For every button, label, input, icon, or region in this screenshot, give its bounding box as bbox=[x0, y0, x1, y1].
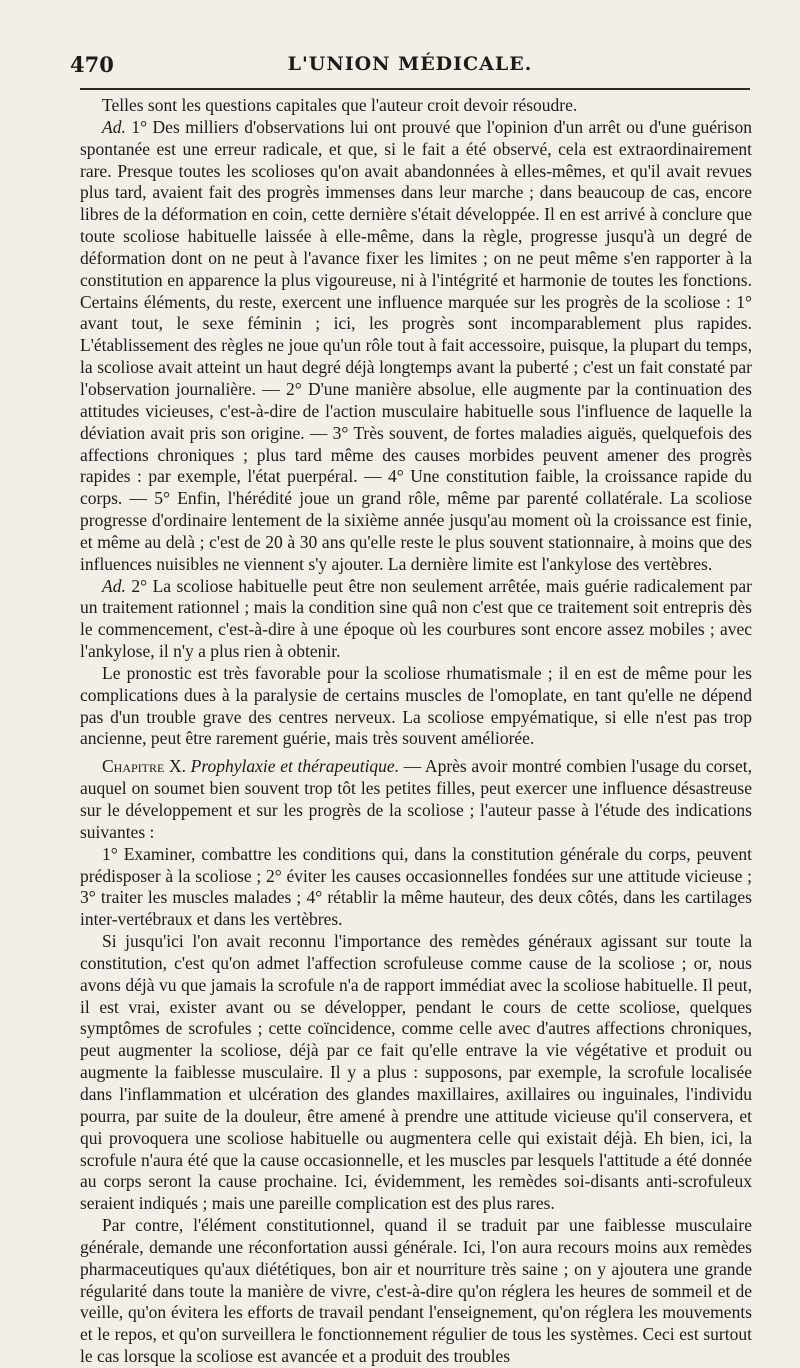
chapter-title: Prophylaxie et thérapeutique. bbox=[186, 756, 400, 777]
paragraph-text: Telles sont les questions capitales que l'auteur croit devoir résoudre. bbox=[102, 95, 578, 115]
article-body bbox=[80, 95, 752, 1368]
paragraph-text: Si jusqu'ici l'on avait reconnu l'importance des remèdes généraux agissant sur toute la constitution, c'est qu'on admet l'affection scrofuleuse comme cause de la scoliose ; or, nous avons déjà vu que jamais la scrofule n'a de rapport immédiat avec la scoliose habituelle. Il peut, il est vrai, exister avant ou se développer, pendant le cours de cette scoliose, quelques symptômes de scrofules ; cette coïncidence, comme celle avec d'autres affections chroniques, peut augmenter la scoliose, déjà par ce fait qu'elle entrave la vie végétative et produit ou augmente la faiblesse musculaire. Il y a plus : supposons, par exemple, la scrofule localisée dans l'inflammation et ulcération des glandes maxillaires, axillaires ou inguinales, l'individu pourra, par suite de la douleur, être amené à prendre une attitude vicieuse qu'il conservera, et qui provoquera une scoliose habituelle ou augmentera celle qui existait déjà. Eh bien, ici, la scrofule n'aura été que la cause occasionnelle, et les muscles par lesquels l'attitude a été donnée au corps seront la cause prochaine. Ici, évidemment, les remèdes soi-disants anti-scrofuleux seraient indiqués ; mais une pareille complication est des plus rares. bbox=[80, 931, 752, 1214]
paragraph bbox=[80, 576, 752, 663]
paragraph bbox=[80, 1215, 752, 1368]
running-header bbox=[70, 50, 750, 80]
journal-title: L'UNION MÉDICALE. bbox=[287, 53, 533, 75]
paragraph bbox=[80, 117, 752, 576]
paragraph-text: 2° La scoliose habituelle peut être non seulement arrêtée, mais guérie radicalement par un traitement rationnel ; mais la condition sine quâ non c'est que ce traitement soit entrepris dès le commencement, c'est-à-dire à une époque où les courbures sont encore assez mobiles ; avec l'ankylose, il n'y a plus rien à obtenir. bbox=[80, 575, 752, 662]
paragraph-text: 1° Examiner, combattre les conditions qui, dans la constitution générale du corps, peuvent prédisposer à la scoliose ; 2° éviter les causes occasionnelles fondées sur une attitude vicieuse ; 3° traiter les muscles malades ; 4° rétablir la même hauteur, des deux côtés, dans les cartilages inter-vertébraux et dans les vertèbres. bbox=[80, 843, 752, 930]
header-rule bbox=[80, 88, 750, 90]
paragraph-lead: Ad. bbox=[102, 116, 126, 137]
page-number: 470 bbox=[70, 52, 114, 77]
paragraph-text: 1° Des milliers d'observations lui ont prouvé que l'opinion d'un arrêt ou d'une guérison spontanée est une erreur radicale, et que, si le fait a été observé, cela est extraordinairement rare. Presque toutes les scolioses qu'on avait abandonnées à elles-mêmes, et qu'il avait revues plus tard, avaient fait des progrès immenses dans leur marche ; dans beaucoup de cas, encore libres de la déformation en coin, cette dernière s'était développée. Il en est arrivé à conclure que toute scoliose habituelle laissée à elle-même, dans la règle, progresse jusqu'à un degré de déformation dont on ne peut à l'avance fixer les limites ; on ne peut même s'en rapporter à la constitution en apparence la plus vigoureuse, ni à l'intégrité et harmonie de toutes les fonctions. Certains éléments, du reste, exercent une influence marquée sur les progrès de la scoliose : 1° avant tout, le sexe féminin ; ici, les progrès sont incomparablement plus rapides. L'établissement des règles ne joue qu'un rôle tout à fait accessoire, puisque, la plupart du temps, la scoliose avait atteint un haut degré déjà longtemps avant la puberté ; c'est un fait constaté par l'observation journalière. — 2° D'une manière absolue, elle augmente par la continuation des attitudes vicieuses, c'est-à-dire de l'action musculaire habituelle sous l'influence de laquelle la déviation avait pris son origine. — 3° Très souvent, de fortes maladies aiguës, quelquefois des affections chroniques ; plus tard même des causes morbides peuvent amener des progrès rapides : par exemple, l'état puerpéral. — 4° Une constitution faible, la croissance rapide du corps. — 5° Enfin, l'hérédité joue un grand rôle, même par parenté collatérale. La scoliose progresse d'ordinaire lentement de la sixième année jusqu'au moment où la croissance est finie, et même au delà ; c'est de 20 à 30 ans qu'elle reste le plus souvent stationnaire, à moins que des influences nuisibles ne viennent s'y ajouter. La dernière limite est l'ankylose des vertèbres. bbox=[80, 116, 752, 574]
paragraph bbox=[80, 663, 752, 750]
paragraph-text: Par contre, l'élément constitutionnel, quand il se traduit par une faiblesse musculaire générale, demande une réconfortation aussi générale. Ici, l'on aura recours moins aux remèdes pharmaceutiques qu'aux diététiques, bon air et nourriture très saine ; on y ajoutera une grande régularité dans toute la manière de vivre, c'est-à-dire qu'on réglera les heures de sommeil et de veille, qu'on évitera les efforts de travail pendant l'enseignement, qu'on réglera les mouvements et le repos, et qu'on surveillera le fonctionnement régulier de tous les systèmes. Ceci est surtout le cas lorsque la scoliose est avancée et a produit des troubles bbox=[80, 1215, 752, 1367]
paragraph-lead: Ad. bbox=[102, 575, 126, 596]
chapter-paragraph bbox=[80, 756, 752, 843]
paragraph bbox=[80, 931, 752, 1215]
paragraph bbox=[80, 844, 752, 931]
paragraph-text: Le pronostic est très favorable pour la scoliose rhumatismale ; il en est de même pour les complications dues à la paralysie de certains muscles de l'omoplate, en tant qu'elle ne dépend pas d'un trouble grave des centres nerveux. La scoliose empyématique, si elle n'est pas trop ancienne, peut être rarement guérie, mais très souvent améliorée. bbox=[80, 662, 752, 749]
paragraph bbox=[80, 95, 752, 117]
paragraph-text: — Après avoir montré combien l'usage du corset, auquel on soumet bien souvent trop tôt les petites filles, peut exercer une influence désastreuse sur le développement et sur les progrès de la scoliose ; l'auteur passe à l'étude des indications suivantes : bbox=[80, 756, 752, 842]
chapter-label: Chapitre X. bbox=[102, 756, 187, 777]
